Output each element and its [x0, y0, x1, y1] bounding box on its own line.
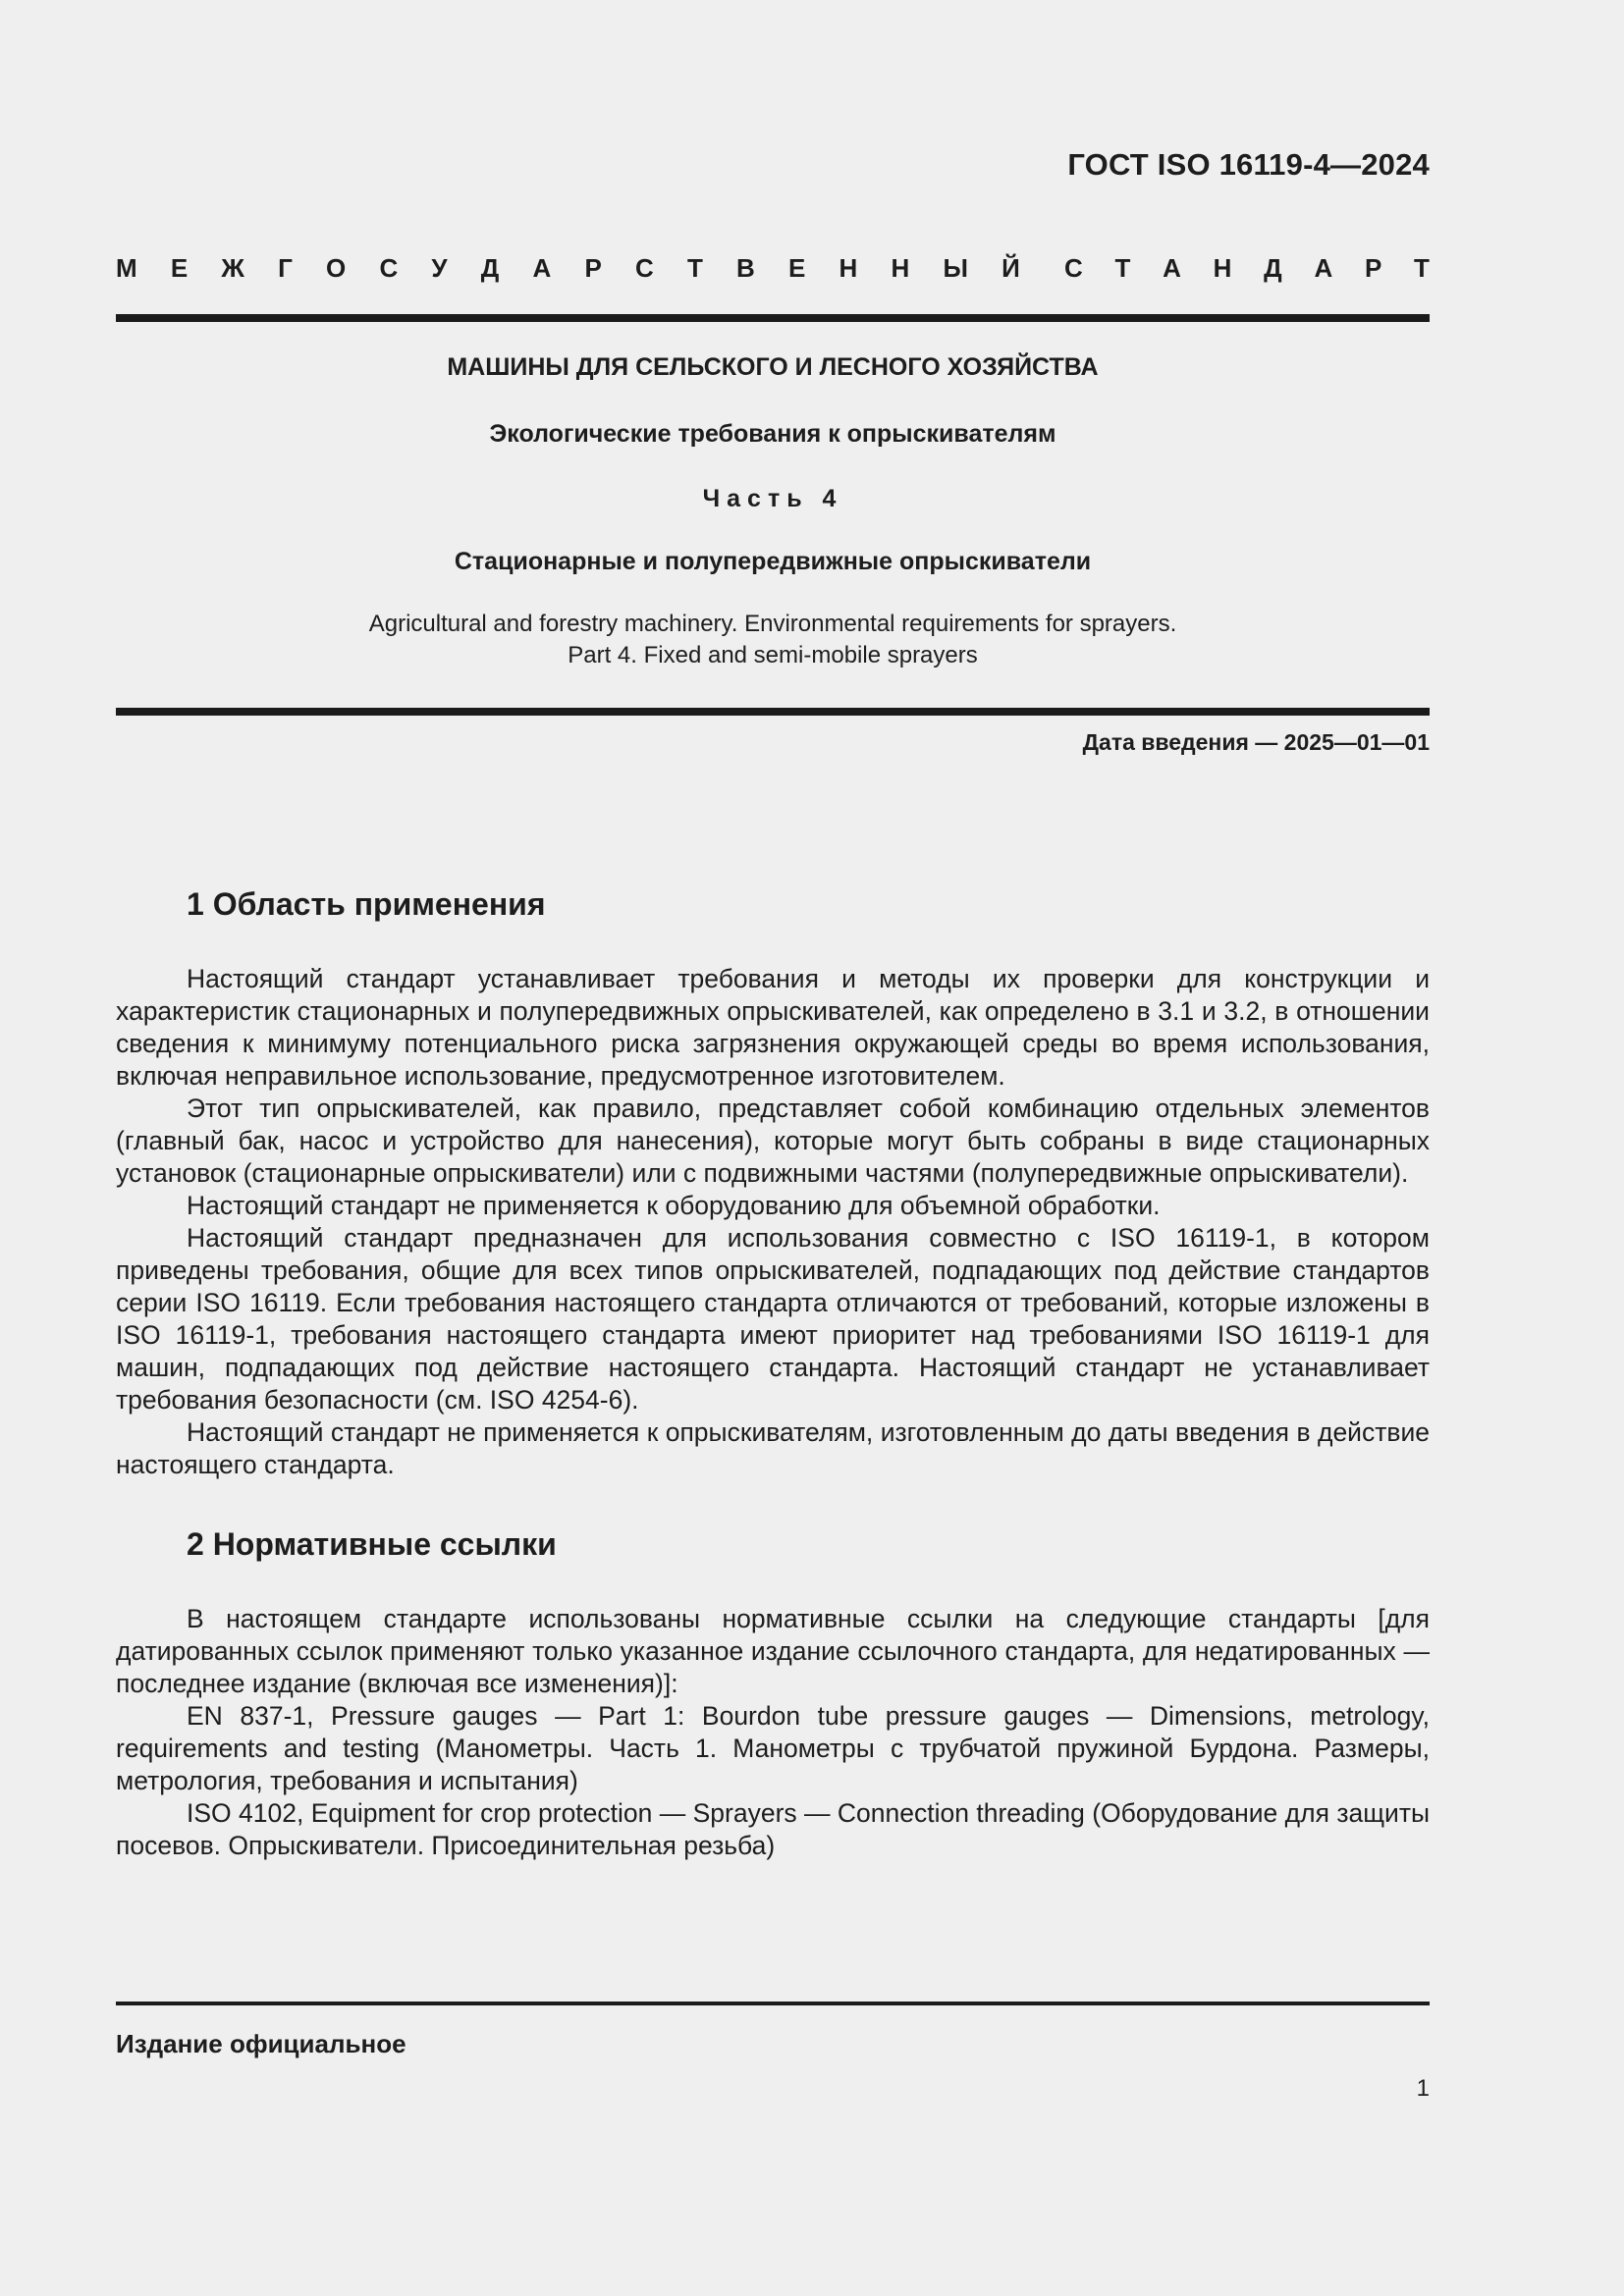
introduction-date: Дата введения — 2025—01—01 [1082, 729, 1430, 755]
official-edition-label: Издание официальное [116, 2029, 406, 2058]
interstate-word: М Е Ж Г О С У Д А Р С Т В Е Н Н Ы Й [116, 253, 1020, 283]
part-label: Часть 4 [702, 485, 843, 512]
banner-spacer [1020, 253, 1064, 284]
english-title-line2: Part 4. Fixed and semi-mobile sprayers [568, 642, 978, 668]
english-title [116, 609, 1430, 671]
part-title: Стационарные и полупередвижные опрыскиватели [454, 548, 1092, 575]
reference-item: ISO 4102, Equipment for crop protection — Sprayers — Connection threading (Оборудование для защиты посевов. Опрыскиватели. Присоединительная резьба) [116, 1798, 1430, 1860]
paragraph: Настоящий стандарт предназначен для использования совместно с ISO 16119-1, в котором приведены требования, общие для всех типов опрыскивателей, подпадающих под действие стандартов серии ISO 16119. Если требования настоящего стандарта отличаются от требований, которые изложены в ISO 16119-1, требования настоящего стандарта имеют приоритет над требованиями ISO 16119-1 для машин, подпадающих под действие настоящего стандарта. Настоящий стандарт не устанавливает требования безопасности (см. ISO 4254-6). [116, 1223, 1430, 1415]
subtitle: Экологические требования к опрыскивателям [489, 420, 1056, 448]
reference-item: EN 837-1, Pressure gauges — Part 1: Bourdon tube pressure gauges — Dimensions, metrology, requirements and testing (Манометры. Часть 1. Манометры с трубчатой пружиной Бурдона. Размеры, метрология, требования и испытания) [116, 1701, 1430, 1795]
page-number: 1 [1416, 2075, 1430, 2102]
interstate-standard-banner [116, 253, 1430, 284]
document-body [116, 881, 1430, 1862]
standard-word: С Т А Н Д А Р Т [1064, 253, 1430, 283]
section-heading-normative-references: 2 Нормативные ссылки [187, 1526, 557, 1562]
paragraph: Настоящий стандарт устанавливает требования и методы их проверки для конструкции и характеристик стационарных и полупередвижных опрыскивателей, как определено в 3.1 и 3.2, в отношении сведения к минимуму потенциального риска загрязнения окружающей среды во время использования, включая неправильное использование, предусмотренное изготовителем. [116, 964, 1430, 1091]
top-divider [116, 314, 1430, 322]
paragraph: Настоящий стандарт не применяется к оборудованию для объемной обработки. [187, 1191, 1161, 1220]
middle-divider [116, 708, 1430, 716]
english-title-line1: Agricultural and forestry machinery. Environmental requirements for sprayers. [368, 611, 1177, 637]
main-title: МАШИНЫ ДЛЯ СЕЛЬСКОГО И ЛЕСНОГО ХОЗЯЙСТВА [447, 353, 1099, 381]
paragraph: Настоящий стандарт не применяется к опрыскивателям, изготовленным до даты введения в действие настоящего стандарта. [116, 1417, 1430, 1479]
paragraph: Этот тип опрыскивателей, как правило, представляет собой комбинацию отдельных элементов (главный бак, насос и устройство для нанесения), которые могут быть собраны в виде стационарных установок (стационарные опрыскиватели) или с подвижными частями (полупередвижные опрыскиватели). [116, 1094, 1430, 1188]
footer-divider [116, 2002, 1430, 2005]
section-heading-scope: 1 Область применения [187, 886, 546, 922]
paragraph: В настоящем стандарте использованы нормативные ссылки на следующие стандарты [для датированных ссылок применяют только указанное издание ссылочного стандарта, для недатированных — последнее издание (включая все изменения)]: [116, 1604, 1430, 1698]
document-code: ГОСТ ISO 16119-4—2024 [1067, 147, 1430, 182]
